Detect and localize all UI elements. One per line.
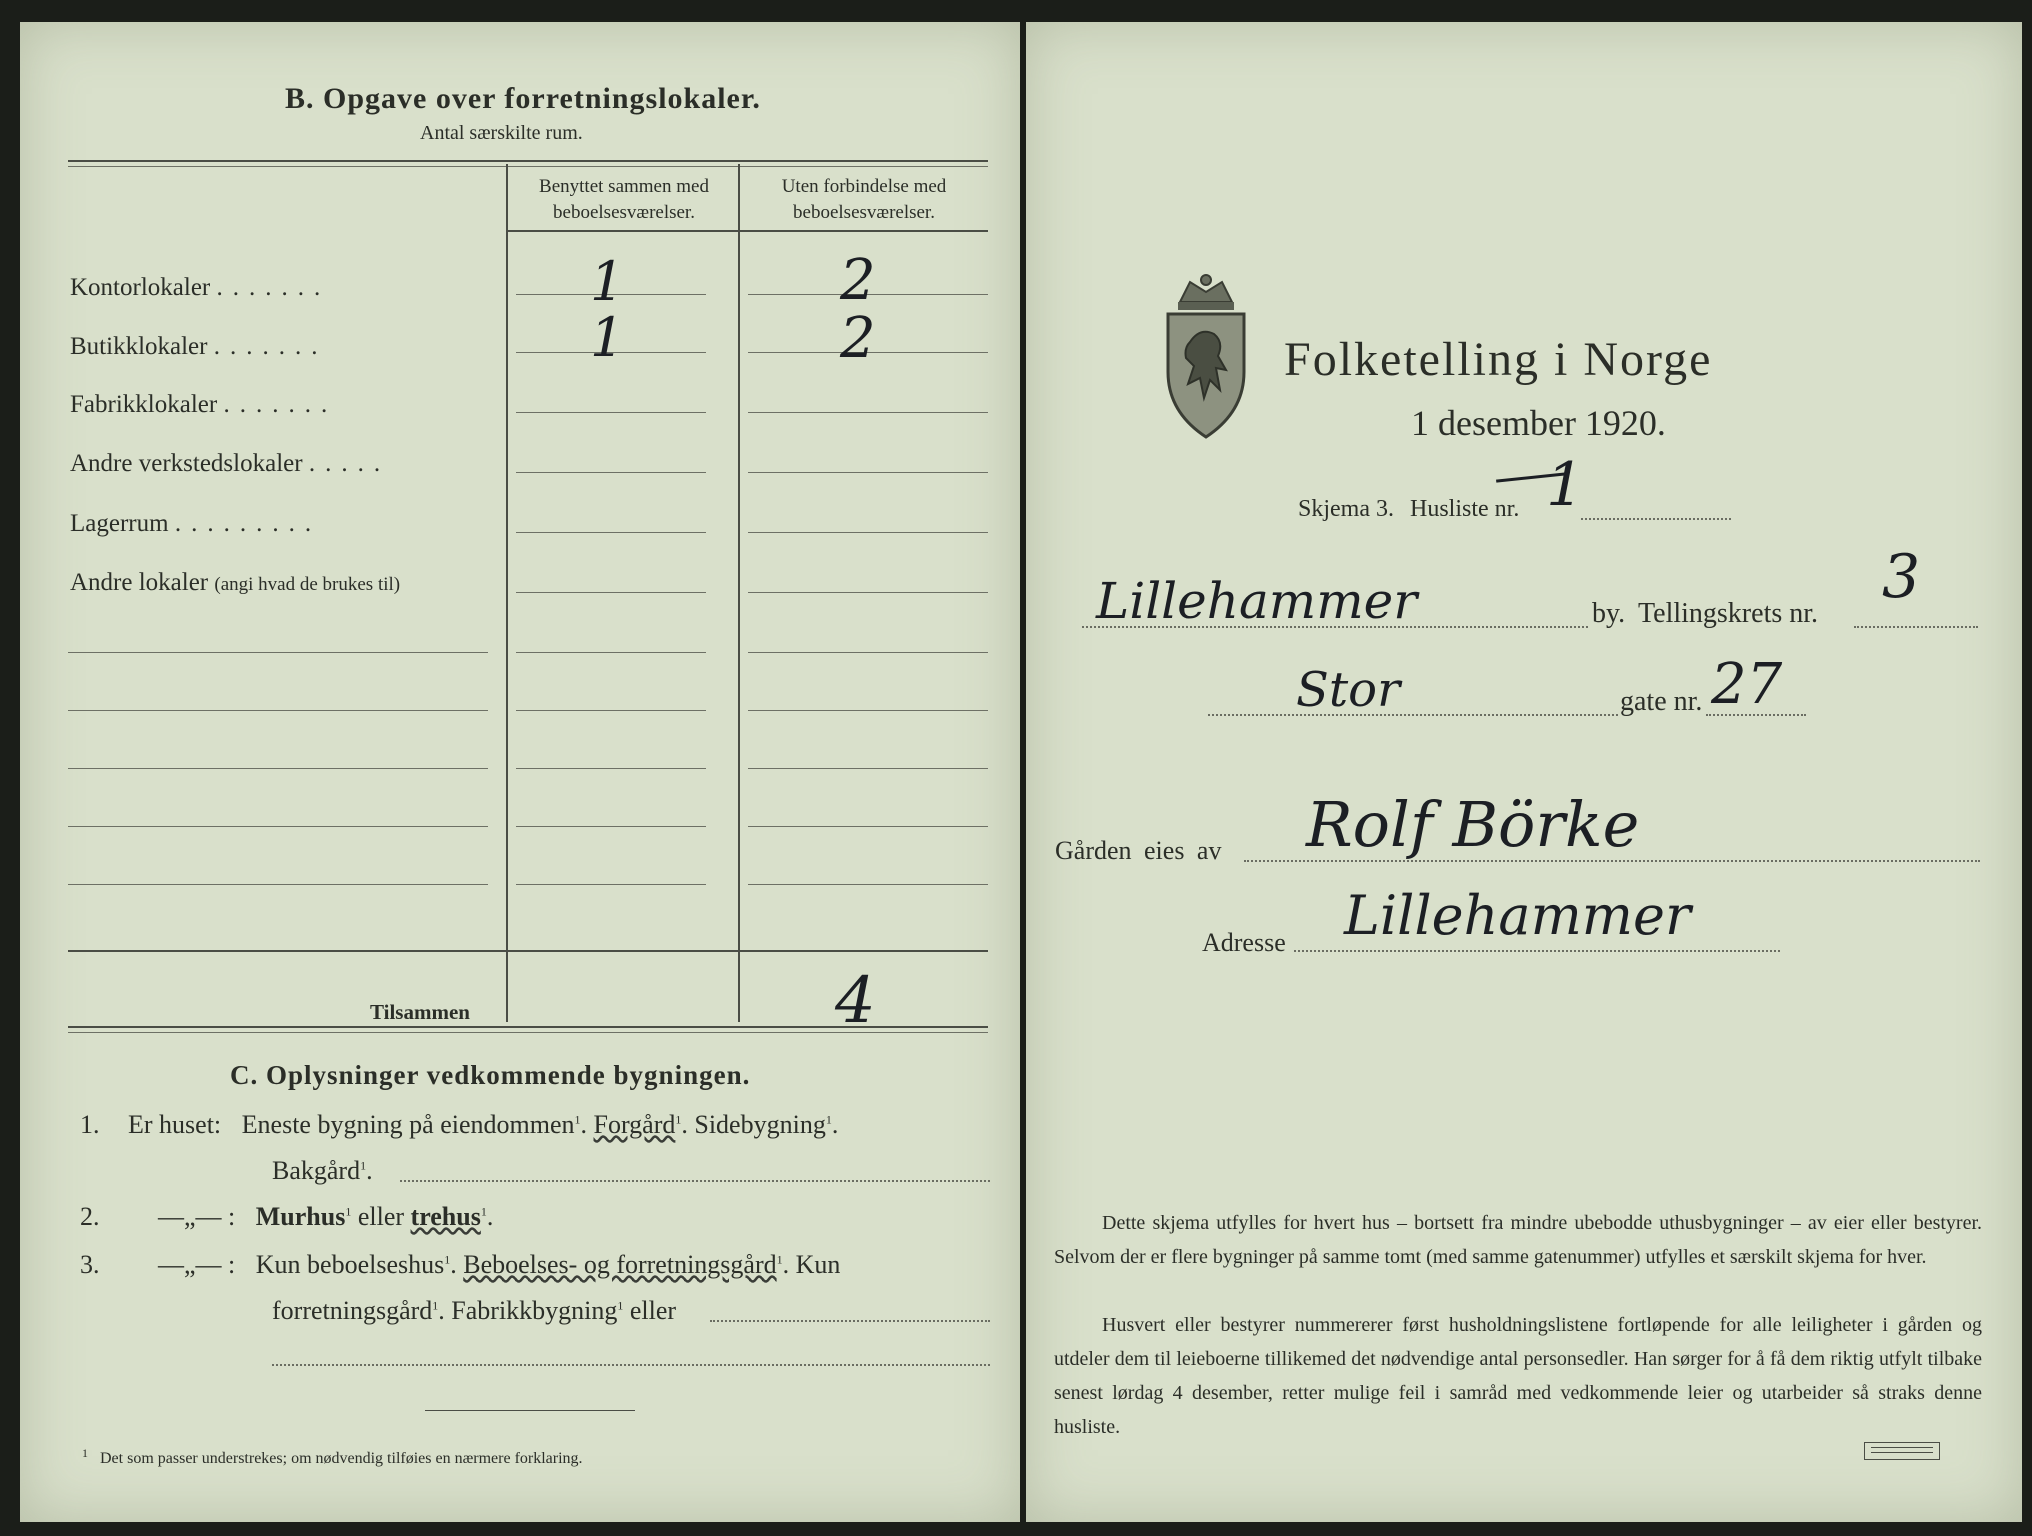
owner-fill-line[interactable] bbox=[1244, 860, 1980, 862]
c-item-2: 2. —„— : Murhus$^1$ eller trehus$^1$. bbox=[80, 1202, 494, 1231]
butikk-col2-value: 2 bbox=[840, 306, 876, 371]
printer-stamp bbox=[1864, 1442, 1940, 1460]
address-value: Lillehammer bbox=[1344, 884, 1691, 947]
c-item-1: 1. Er huset: Eneste bygning på eiendommen$^1$. Forgård$^1$. Sidebygning$^1$. bbox=[80, 1110, 839, 1139]
blank-line bbox=[748, 826, 988, 827]
col1-header: Benyttet sammen med beboelsesværelser. bbox=[539, 176, 709, 223]
blank-line bbox=[516, 652, 706, 653]
instructions-paragraph-2: Husvert eller bestyrer nummererer først husholdningslistene fortløpende for alle leiligheter i gården og utdeler dem til leieboerne tillikemed det nødvendige antal personsedler. Han sørger for å få dem riktig utfylt tilbake senest lørdag 4 desember, retter mulige feil i samråd med vedkommende leier og utarbeider så straks denne husliste. bbox=[1054, 1314, 1982, 1438]
section-c-heading: C. Oplysninger vedkommende bygningen. bbox=[230, 1060, 751, 1090]
row-label-butikklokaler: Butikklokaler ....... bbox=[70, 333, 328, 360]
husliste-fill-line[interactable] bbox=[1581, 518, 1731, 520]
row-line bbox=[516, 592, 706, 593]
table-top-rule-thin bbox=[68, 166, 988, 167]
gate-label: gate nr. bbox=[1620, 686, 1703, 717]
form-date: 1 desember 1920. bbox=[1411, 403, 1666, 443]
row-line bbox=[516, 532, 706, 533]
blank-line bbox=[516, 710, 706, 711]
city-fill-line[interactable] bbox=[1082, 626, 1588, 628]
row-line bbox=[516, 412, 706, 413]
section-b-heading: B. Opgave over forretningslokaler. bbox=[285, 82, 761, 115]
blank-line bbox=[748, 768, 988, 769]
c-item-3: 3. —„— : Kun beboelseshus$^1$. Beboelses- og forretningsgård$^1$. Kun bbox=[80, 1250, 841, 1279]
total-top-rule bbox=[68, 950, 988, 952]
street-value: Stor bbox=[1296, 662, 1401, 718]
butikk-col1-value: 1 bbox=[590, 306, 625, 369]
norwegian-coat-of-arms-icon bbox=[1160, 272, 1252, 442]
table-col-divider-2 bbox=[738, 164, 740, 1022]
col2-header: Uten forbindelse med beboelsesværelser. bbox=[781, 176, 947, 223]
total-bottom-rule-thin bbox=[68, 1032, 988, 1033]
footnote-separator bbox=[425, 1410, 635, 1411]
blank-line bbox=[516, 826, 706, 827]
total-value: 4 bbox=[835, 964, 876, 1038]
table-top-rule bbox=[68, 160, 988, 162]
blank-line bbox=[516, 768, 706, 769]
form-title: Folketelling i Norge bbox=[1284, 333, 1713, 386]
row-label-kontorlokaler: Kontorlokaler ....... bbox=[70, 274, 331, 301]
blank-line bbox=[68, 710, 488, 711]
footnote: $^1$ Det som passer understrekes; om nødvendig tilføies en nærmere forklaring. bbox=[82, 1446, 583, 1468]
kontor-col2-value: 2 bbox=[840, 248, 876, 313]
row-line bbox=[748, 472, 988, 473]
row-label-lagerrum: Lagerrum ......... bbox=[70, 510, 322, 537]
row-label-andre-verkstedslokaler: Andre verkstedslokaler ..... bbox=[70, 450, 391, 477]
instructions-paragraph-1: Dette skjema utfylles for hvert hus – bortsett fra mindre ubebodde uthusbygninger – av eier eller bestyrer. Selvom der er flere bygninger på samme tomt (med samme gatenummer) utfylles et særskilt skjema for hver. bbox=[1054, 1212, 1982, 1268]
blank-line bbox=[748, 710, 988, 711]
c-item-3-fill-line bbox=[710, 1320, 990, 1322]
blank-line bbox=[748, 884, 988, 885]
krets-value: 3 bbox=[1882, 542, 1921, 612]
krets-fill-line[interactable] bbox=[1854, 626, 1978, 628]
owner-label: Gården eies av bbox=[1055, 836, 1222, 865]
header-bottom-rule bbox=[508, 230, 988, 232]
left-page bbox=[20, 22, 1020, 1522]
row-label-andre-lokaler: Andre lokaler (angi hvad de brukes til) bbox=[70, 569, 401, 596]
section-b-subheading: Antal særskilte rum. bbox=[420, 122, 583, 144]
blank-line bbox=[68, 884, 488, 885]
total-bottom-rule bbox=[68, 1026, 988, 1028]
table-col-divider-1 bbox=[506, 164, 508, 1022]
gate-fill-line[interactable] bbox=[1706, 714, 1806, 716]
row-label-fabrikklokaler: Fabrikklokaler ....... bbox=[70, 391, 338, 418]
row-line bbox=[748, 592, 988, 593]
krets-label: Tellingskrets nr. bbox=[1638, 598, 1819, 629]
husliste-line: Skjema 3. Husliste nr. bbox=[1298, 496, 1520, 522]
blank-line bbox=[68, 652, 488, 653]
city-value: Lillehammer bbox=[1096, 572, 1418, 630]
c-item-1-fill-line bbox=[400, 1180, 990, 1182]
blank-line bbox=[516, 884, 706, 885]
street-fill-line[interactable] bbox=[1208, 714, 1618, 716]
kontor-col1-value: 1 bbox=[590, 250, 625, 313]
right-page bbox=[1026, 22, 2022, 1522]
total-label: Tilsammen bbox=[370, 1000, 470, 1024]
blank-line bbox=[748, 652, 988, 653]
address-fill-line[interactable] bbox=[1294, 950, 1780, 952]
c-item-3-line2: forretningsgård$^1$. Fabrikkbygning$^1$ eller bbox=[272, 1296, 677, 1325]
row-line bbox=[748, 412, 988, 413]
address-label: Adresse bbox=[1202, 928, 1286, 957]
c-extra-line bbox=[272, 1364, 990, 1366]
gate-value: 27 bbox=[1711, 652, 1783, 717]
blank-line bbox=[68, 768, 488, 769]
row-line bbox=[748, 532, 988, 533]
c-item-1-line2: Bakgård$^1$. bbox=[272, 1156, 373, 1185]
owner-value: Rolf Börke bbox=[1306, 788, 1640, 861]
row-line bbox=[516, 472, 706, 473]
blank-line bbox=[68, 826, 488, 827]
husliste-value: 1 bbox=[1546, 450, 1585, 520]
city-label: by. bbox=[1592, 598, 1626, 629]
